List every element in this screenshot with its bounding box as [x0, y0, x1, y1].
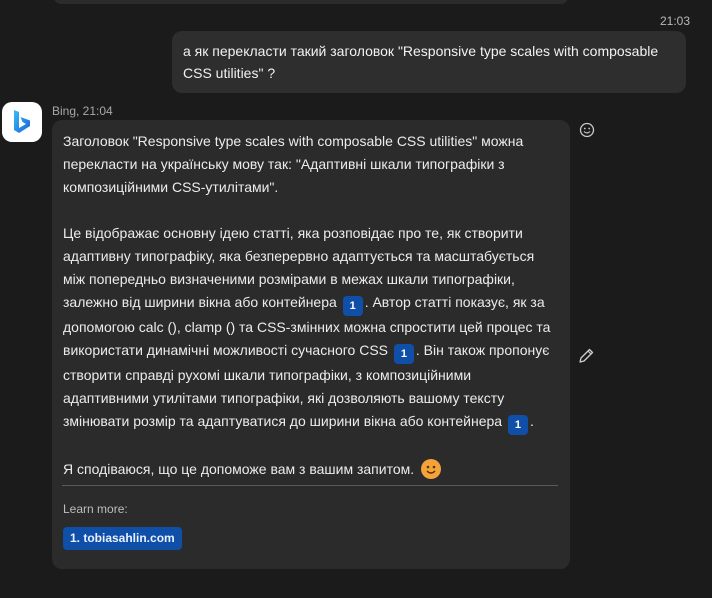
bot-paragraph-2-part-c: . Він також пропонує створити справді рухомі шкали типографіки, з композиційними адаптивними утилітами типографіки, які дозволяють вашому тексту змінювати розмір та адаптуватися до ширини вікна або контейнера — [63, 342, 550, 429]
reaction-smile-icon[interactable] — [578, 121, 596, 139]
user-message-time: 21:03 — [659, 14, 690, 28]
learn-more-label: Learn more: — [63, 502, 128, 516]
bing-avatar — [2, 102, 42, 142]
divider — [62, 485, 558, 486]
bing-logo-icon — [10, 108, 34, 136]
previous-message-bubble — [54, 0, 568, 4]
bot-sender-time: Bing, 21:04 — [52, 104, 113, 118]
edit-pencil-icon[interactable] — [577, 347, 595, 365]
bot-paragraph-1: Заголовок "Responsive type scales with composable CSS utilities" можна перекласти на українську мову так: "Адаптивні шкали типографіки з композиційними CSS-утилітами". — [63, 133, 524, 195]
bot-paragraph-2-part-a: Це відображає основну ідею статті, яка розповідає про те, як створити адаптивну типографіку, яка безперервно адаптується та масштабується між попередньо визначеними розмірами в межах шкали типографіки, залежно від ширини вікна або контейнера — [63, 225, 535, 310]
bot-paragraph-2 — [63, 222, 559, 435]
bot-message-text — [63, 130, 559, 481]
bot-paragraph-3 — [63, 458, 559, 481]
smiling-face-emoji-icon — [421, 459, 441, 479]
bot-paragraph-2-part-d: . — [529, 413, 534, 429]
bot-message-bubble — [52, 120, 570, 569]
citation-badge[interactable]: 1 — [343, 296, 363, 316]
citation-badge[interactable]: 1 — [394, 344, 414, 364]
source-link-chip[interactable]: 1. tobiasahlin.com — [63, 527, 182, 550]
bot-paragraph-3-text: Я сподіваюся, що це допоможе вам з вашим запитом. — [63, 461, 415, 477]
user-message-bubble: а як перекласти такий заголовок "Responsive type scales with composable CSS utilities" ? — [172, 31, 686, 93]
bot-paragraph-2-part-b: . Автор статті показує, як за допомогою calc (), clamp () та CSS-змінних можна спростити цей процес та використати динамічні можливості сучасного CSS — [63, 294, 551, 358]
citation-badge[interactable]: 1 — [508, 415, 528, 435]
